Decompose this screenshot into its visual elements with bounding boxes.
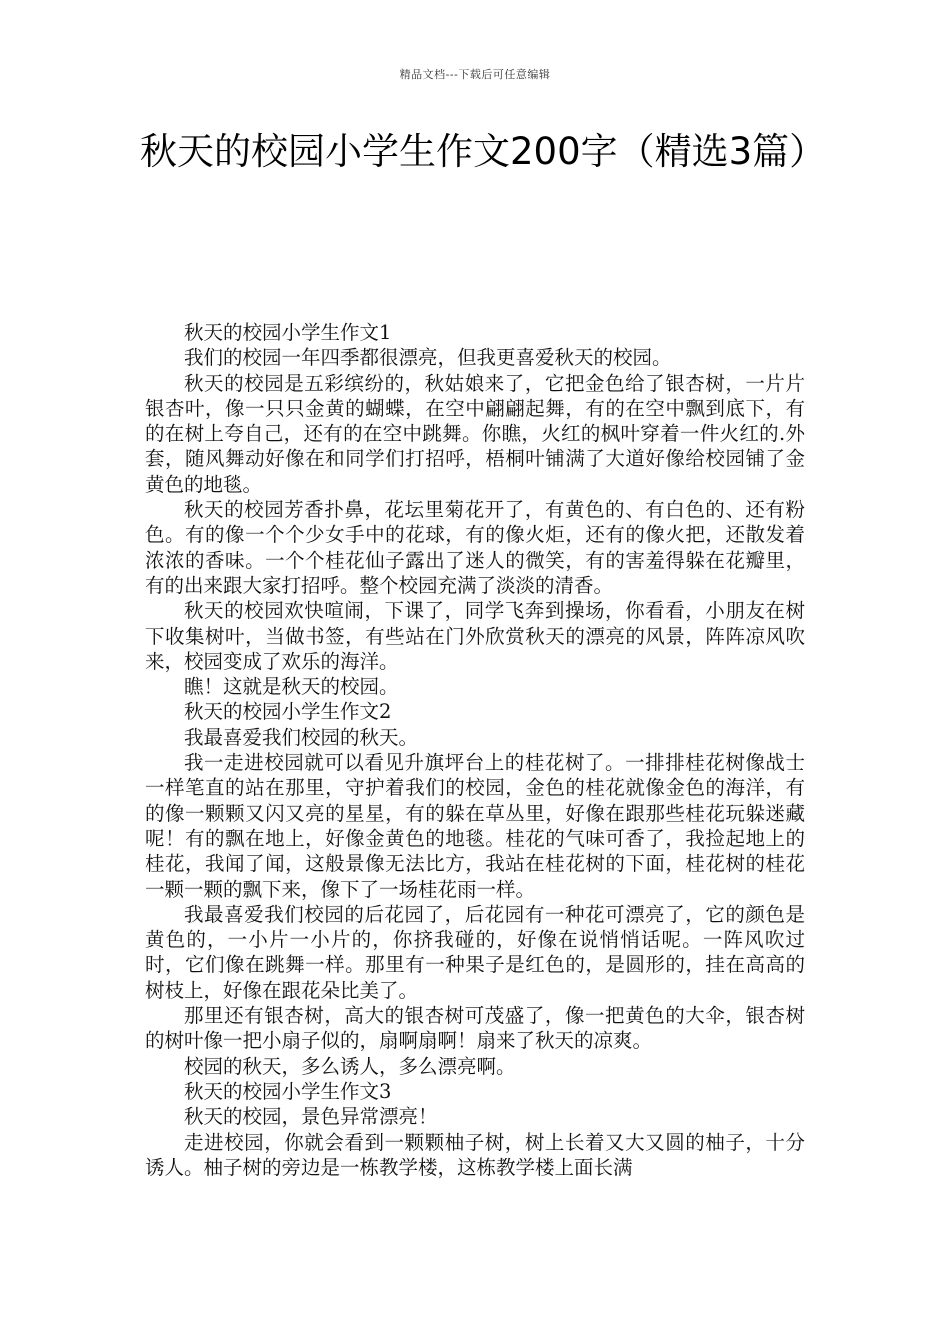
paragraph: 走进校园，你就会看到一颗颗柚子树，树上长着又大又圆的柚子，十分诱人。柚子树的旁边是一栋教学楼，这栋教学楼上面长满 [145,1130,805,1179]
paragraph: 我一走进校园就可以看见升旗坪台上的桂花树了。一排排桂花树像战士一样笔直的站在那里，守护着我们的校园，金色的桂花就像金色的海洋，有的像一颗颗又闪又亮的星星，有的躲在草丛里，好像在跟那些桂花玩躲迷藏呢！有的飘在地上，好像金黄色的地毯。桂花的气味可香了，我捡起地上的桂花，我闻了闻，这般景像无法比方，我站在桂花树的下面，桂花树的桂花一颗一颗的飘下来，像下了一场桂花雨一样。 [145,751,805,901]
paragraph: 校园的秋天，多么诱人，多么漂亮啊。 [184,1054,516,1078]
paragraph: 我最喜爱我们校园的秋天。 [184,725,419,749]
article-body [145,320,805,1180]
section-heading-3: 秋天的校园小学生作文3 [184,1079,392,1103]
header-note: 精品文档---下载后可任意编辑 [399,68,551,81]
paragraph: 我最喜爱我们校园的后花园了，后花园有一种花可漂亮了，它的颜色是黄色的，一小片一小片的，你挤我碰的，好像在说悄悄话呢。一阵风吹过时，它们像在跳舞一样。那里有一种果子是红色的，是圆形的，挂在高高的树枝上，好像在跟花朵比美了。 [145,902,805,1002]
section-heading-2: 秋天的校园小学生作文2 [184,700,392,724]
section-heading-1: 秋天的校园小学生作文1 [184,321,392,344]
paragraph: 我们的校园一年四季都很漂亮，但我更喜爱秋天的校园。 [184,346,672,370]
page-title: 秋天的校园小学生作文200字（精选3篇） [140,130,827,173]
paragraph: 秋天的校园，景色异常漂亮！ [184,1105,438,1129]
paragraph: 秋天的校园是五彩缤纷的，秋姑娘来了，它把金色给了银杏树，一片片银杏叶，像一只只金黄的蝴蝶，在空中翩翩起舞，有的在空中飘到底下，有的在树上夸自己，还有的在空中跳舞。你瞧，火红的枫叶穿着一件火红的.外套，随风舞动好像在和同学们打招呼，梧桐叶铺满了大道好像给校园铺了金黄色的地毯。 [145,371,805,496]
paragraph: 瞧！这就是秋天的校园。 [184,675,399,699]
paragraph: 秋天的校园芳香扑鼻，花坛里菊花开了，有黄色的、有白色的、还有粉色。有的像一个个少女手中的花球，有的像火炬，还有的像火把，还散发着浓浓的香味。一个个桂花仙子露出了迷人的微笑，有的害羞得躲在花瓣里，有的出来跟大家打招呼。整个校园充满了淡淡的清香。 [145,498,805,597]
paragraph: 那里还有银杏树，高大的银杏树可茂盛了，像一把黄色的大伞，银杏树的树叶像一把小扇子似的，扇啊扇啊！扇来了秋天的凉爽。 [145,1004,805,1053]
paragraph: 秋天的校园欢快喧闹，下课了，同学飞奔到操场，你看看，小朋友在树下收集树叶，当做书签，有些站在门外欣赏秋天的漂亮的风景，阵阵凉风吹来，校园变成了欢乐的海洋。 [145,599,805,673]
